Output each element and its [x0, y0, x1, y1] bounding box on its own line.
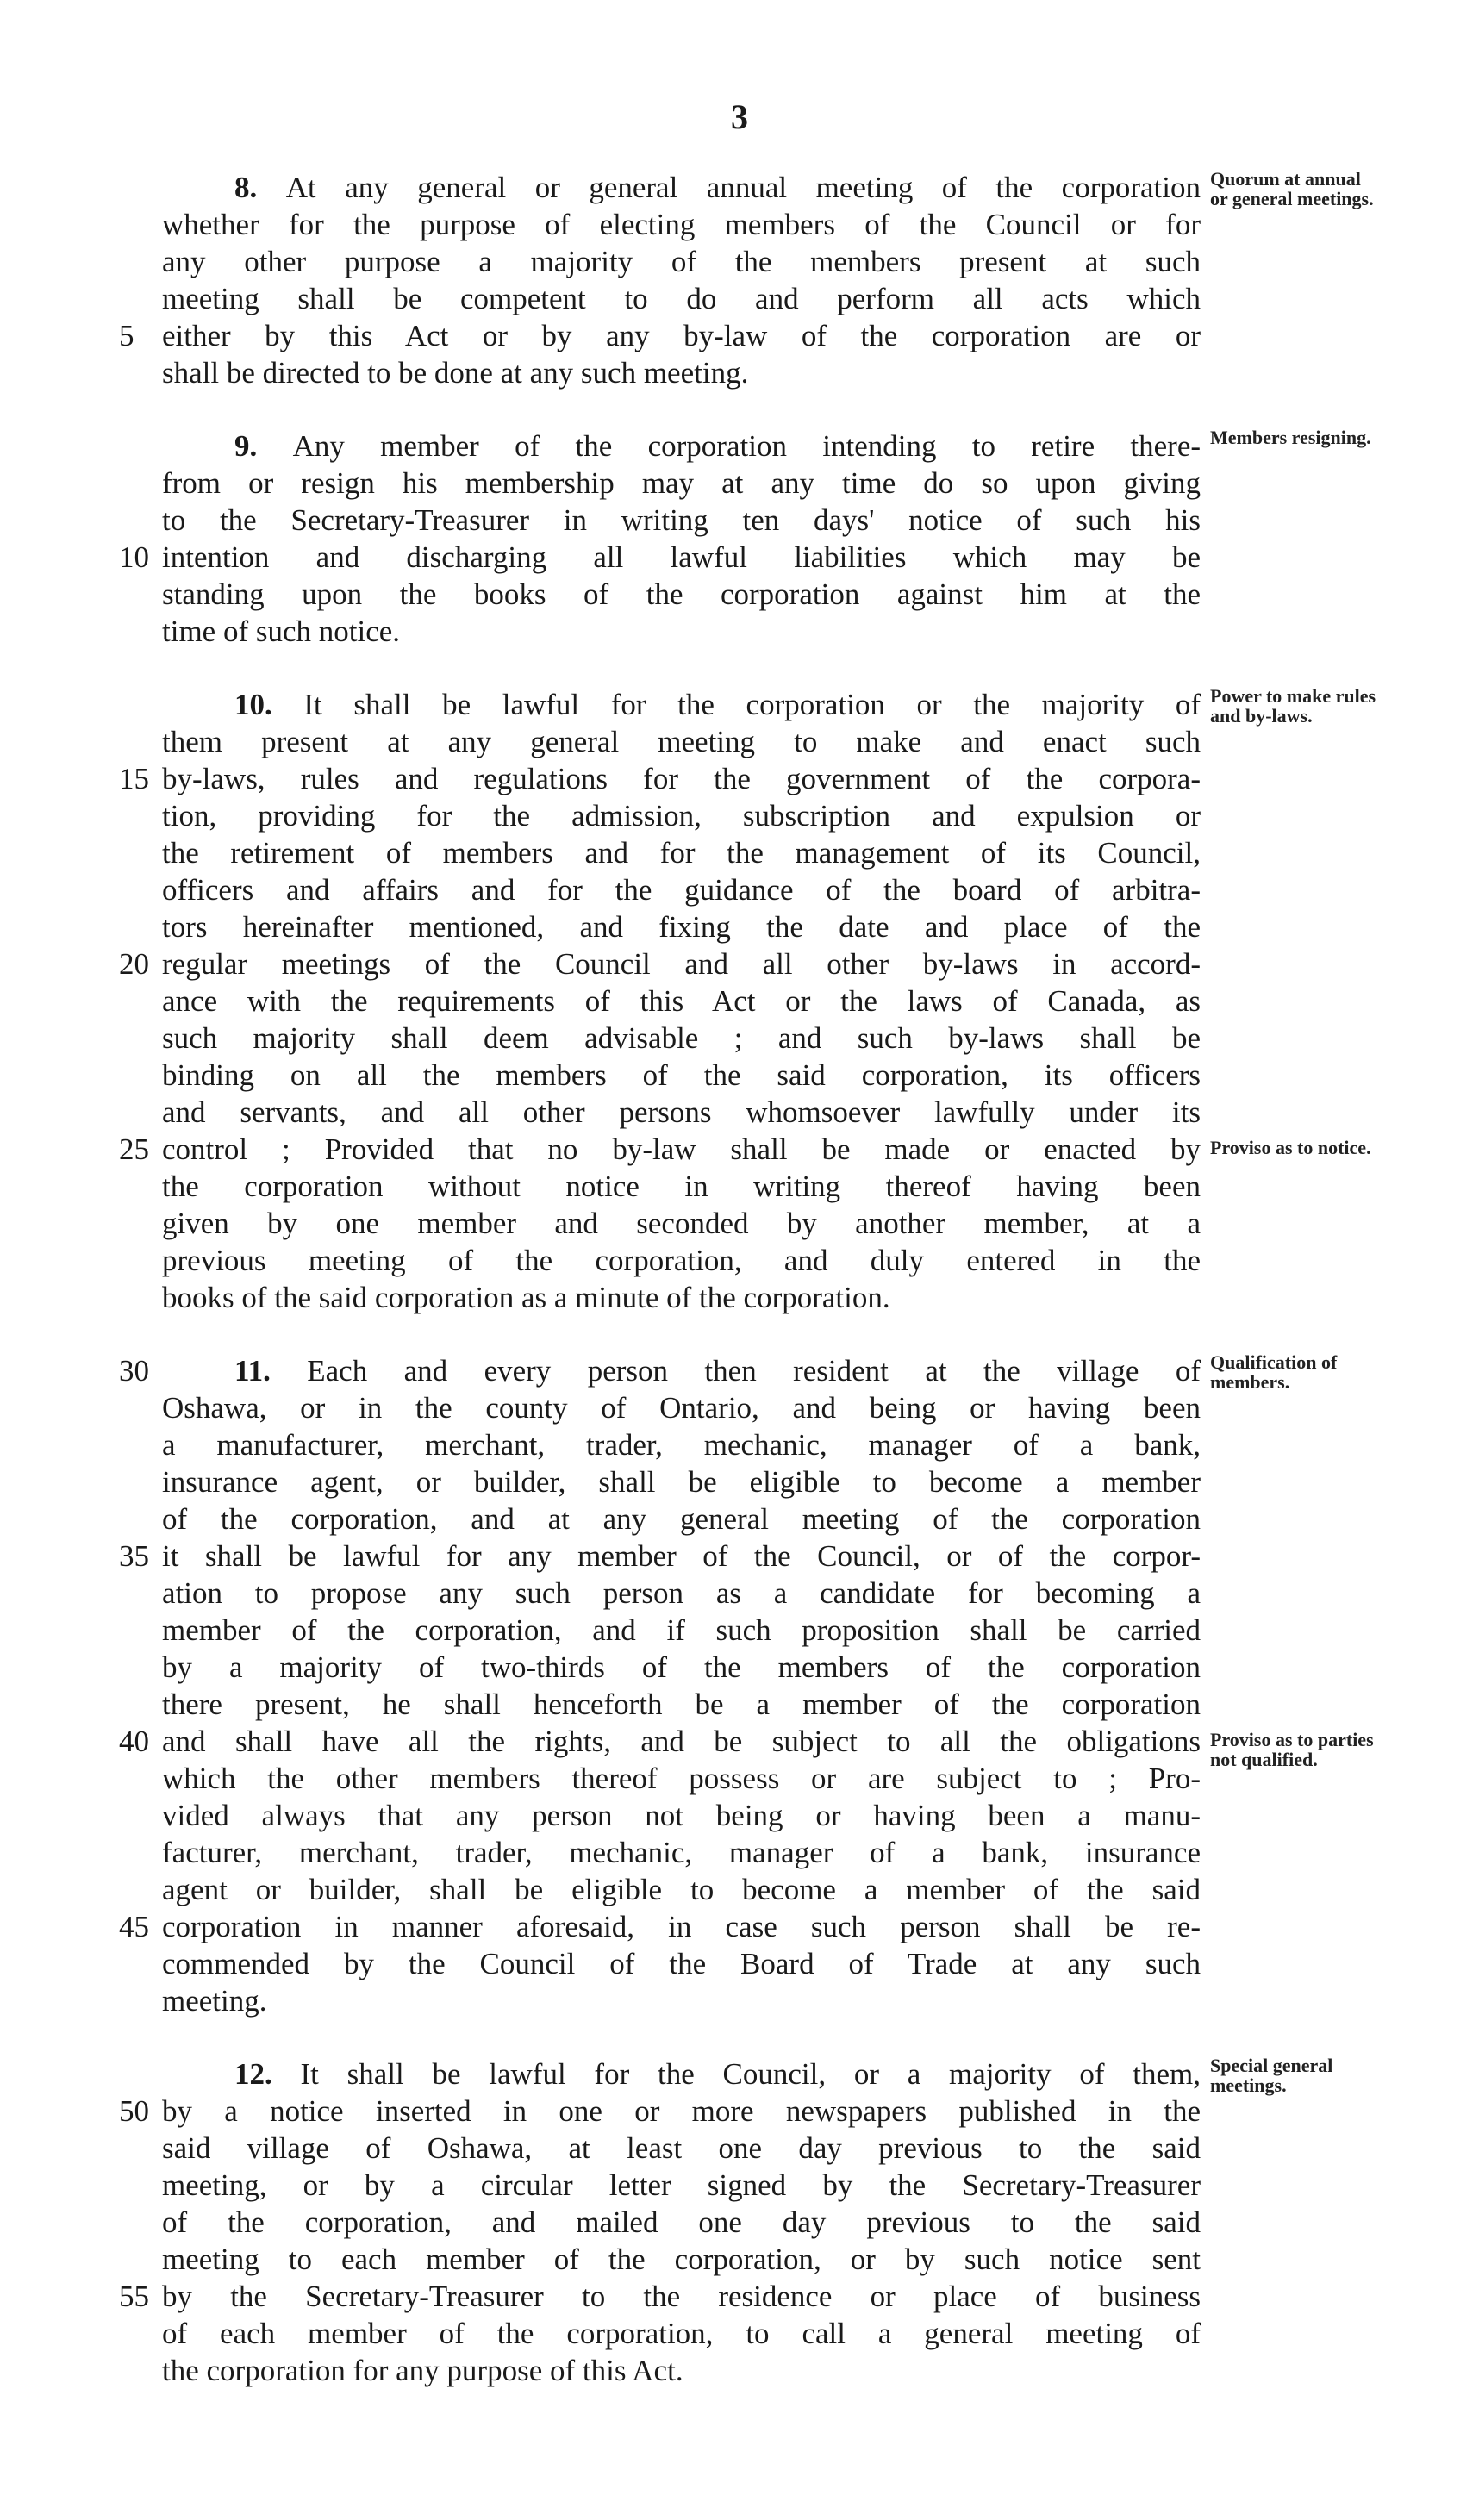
- line-text: it shall be lawful for any member of the Council, or of the corpor-: [162, 1539, 1201, 1573]
- text-line: [162, 1242, 1201, 1279]
- line-text: the corporation without notice in writing thereof having been: [162, 1170, 1201, 1203]
- text-line: [119, 1723, 1201, 1760]
- section-number: 8.: [234, 171, 286, 204]
- line-text: to the Secretary-Treasurer in writing ten days' notice of such his: [162, 503, 1201, 537]
- text-line: [162, 834, 1201, 871]
- text-line: [162, 206, 1201, 243]
- line-text: such majority shall deem advisable ; and such by-laws shall be: [162, 1021, 1201, 1055]
- text-line: [119, 1908, 1201, 1945]
- line-text: Each and every person then resident at the village of: [307, 1354, 1201, 1388]
- text-line: [119, 1352, 1201, 1389]
- line-text: shall be directed to be done at any such meeting.: [162, 356, 749, 390]
- text-line: [162, 1168, 1201, 1205]
- section-number: 11.: [234, 1354, 308, 1388]
- text-line: [162, 871, 1201, 908]
- line-text: said village of Oshawa, at least one day previous to the said: [162, 2131, 1201, 2165]
- text-line: [162, 2204, 1201, 2241]
- line-text: officers and affairs and for the guidance of the board of arbitra-: [162, 873, 1201, 907]
- line-text: insurance agent, or builder, shall be eligible to become a member: [162, 1465, 1201, 1499]
- marginal-note-proviso: Proviso as to parties not qualified.: [1210, 1729, 1374, 1770]
- text-line: [162, 1797, 1201, 1834]
- line-text: given by one member and seconded by another member, at a: [162, 1207, 1201, 1240]
- section-number: 12.: [234, 2057, 301, 2091]
- text-line: [162, 2352, 1201, 2389]
- text-line: [162, 2241, 1201, 2278]
- line-text: binding on all the members of the said corporation, its officers: [162, 1058, 1201, 1092]
- text-line: [162, 613, 1201, 650]
- section-number: 10.: [234, 688, 304, 721]
- line-number: 5: [119, 319, 134, 352]
- section-9: [119, 427, 1371, 650]
- line-text: by a notice inserted in one or more newspapers published in the: [162, 2094, 1201, 2128]
- text-line: [162, 502, 1201, 539]
- text-line: [162, 1094, 1201, 1131]
- line-text: meeting, or by a circular letter signed by the Secretary-Treasurer: [162, 2168, 1201, 2202]
- line-text: there present, he shall henceforth be a member of the corporation: [162, 1687, 1201, 1721]
- line-text: by a majority of two-thirds of the members of the corporation: [162, 1650, 1201, 1684]
- text-line: [162, 576, 1201, 613]
- text-line: [162, 1389, 1201, 1426]
- line-text: and servants, and all other persons whomsoever lawfully under its: [162, 1095, 1201, 1129]
- text-line: [162, 908, 1201, 945]
- text-line: [162, 723, 1201, 760]
- line-text: of each member of the corporation, to call a general meeting of: [162, 2317, 1201, 2350]
- marginal-note: Quorum at annual or general meetings.: [1210, 168, 1374, 209]
- marginal-note-proviso: Proviso as to notice.: [1210, 1137, 1371, 1158]
- line-text: meeting to each member of the corporation, or by such notice sent: [162, 2242, 1201, 2276]
- text-line: [162, 982, 1201, 1020]
- line-text: agent or builder, shall be eligible to become a member of the said: [162, 1873, 1201, 1906]
- line-text: ance with the requirements of this Act or the laws of Canada, as: [162, 984, 1201, 1018]
- text-line: [119, 1538, 1201, 1575]
- text-line: [119, 945, 1201, 982]
- marginal-note: Members resigning.: [1210, 427, 1371, 448]
- text-line: [162, 169, 1201, 206]
- line-text: It shall be lawful for the Council, or a majority of them,: [300, 2057, 1201, 2091]
- text-line: [162, 2055, 1201, 2093]
- text-line: [162, 1945, 1201, 1982]
- line-text: It shall be lawful for the corporation or the majority of: [303, 688, 1201, 721]
- line-text: whether for the purpose of electing members of the Council or for: [162, 208, 1201, 241]
- line-text: by-laws, rules and regulations for the government of the corpora-: [162, 762, 1201, 795]
- body-text: [119, 168, 1376, 2425]
- line-text: At any general or general annual meeting of the corporation: [285, 171, 1201, 204]
- marginal-note: Qualification of members.: [1210, 1351, 1338, 1393]
- line-text: facturer, merchant, trader, mechanic, manager of a bank, insurance: [162, 1836, 1201, 1869]
- section-10: [119, 685, 1376, 1316]
- line-text: meeting shall be competent to do and perform all acts which: [162, 282, 1201, 315]
- line-text: time of such notice.: [162, 614, 401, 648]
- text-line: [162, 1500, 1201, 1538]
- text-line: [162, 1982, 1201, 2019]
- line-number: 15: [119, 762, 149, 795]
- line-text: commended by the Council of the Board of Trade at any such: [162, 1947, 1201, 1980]
- text-line: [162, 1205, 1201, 1242]
- line-text: the retirement of members and for the management of its Council,: [162, 836, 1201, 870]
- marginal-note: Power to make rules and by-laws.: [1210, 685, 1376, 727]
- section-8: [119, 168, 1374, 391]
- line-text: tors hereinafter mentioned, and fixing the date and place of the: [162, 910, 1201, 944]
- line-text: vided always that any person not being or having been a manu-: [162, 1799, 1201, 1832]
- line-text: by the Secretary-Treasurer to the residence or place of business: [162, 2280, 1201, 2313]
- line-text: member of the corporation, and if such proposition shall be carried: [162, 1613, 1201, 1647]
- text-line: [162, 1057, 1201, 1094]
- text-line: [162, 1020, 1201, 1057]
- text-line: [119, 539, 1201, 576]
- line-text: of the corporation, and at any general meeting of the corporation: [162, 1502, 1201, 1536]
- text-line: [162, 465, 1201, 502]
- section-number: 9.: [234, 429, 293, 463]
- line-text: which the other members thereof possess or are subject to ; Pro-: [162, 1762, 1201, 1795]
- text-line: [162, 2167, 1201, 2204]
- line-text: previous meeting of the corporation, and duly entered in the: [162, 1244, 1201, 1277]
- text-line: [162, 280, 1201, 317]
- line-text: of the corporation, and mailed one day previous to the said: [162, 2205, 1201, 2239]
- text-line: [162, 1686, 1201, 1723]
- line-text: them present at any general meeting to make and enact such: [162, 725, 1201, 758]
- line-text: the corporation for any purpose of this Act.: [162, 2354, 683, 2387]
- line-text: any other purpose a majority of the members present at such: [162, 245, 1201, 278]
- line-text: meeting.: [162, 1984, 267, 2018]
- text-line: [119, 760, 1201, 797]
- line-text: Oshawa, or in the county of Ontario, and being or having been: [162, 1391, 1201, 1425]
- text-line: [162, 1649, 1201, 1686]
- text-line: [162, 354, 1201, 391]
- line-text: Any member of the corporation intending to retire there-: [292, 429, 1201, 463]
- line-number: 45: [119, 1910, 149, 1943]
- line-text: tion, providing for the admission, subscription and expulsion or: [162, 799, 1201, 833]
- line-number: 30: [119, 1354, 149, 1388]
- line-text: standing upon the books of the corporation against him at the: [162, 577, 1201, 611]
- section-11: [119, 1351, 1374, 2019]
- line-number: 25: [119, 1132, 149, 1166]
- line-number: 50: [119, 2094, 149, 2128]
- line-number: 35: [119, 1539, 149, 1573]
- line-number: 10: [119, 540, 149, 574]
- line-text: ation to propose any such person as a candidate for becoming a: [162, 1576, 1201, 1610]
- text-line: [162, 686, 1201, 723]
- line-text: control ; Provided that no by-law shall be made or enacted by: [162, 1132, 1201, 1166]
- line-text: corporation in manner aforesaid, in case such person shall be re-: [162, 1910, 1201, 1943]
- text-line: [162, 427, 1201, 465]
- line-number: 55: [119, 2280, 149, 2313]
- text-line: [162, 1871, 1201, 1908]
- section-12: [119, 2055, 1333, 2389]
- text-line: [162, 797, 1201, 834]
- text-line: [162, 1760, 1201, 1797]
- text-line: [162, 1426, 1201, 1463]
- line-text: and shall have all the rights, and be subject to all the obligations: [162, 1725, 1201, 1758]
- text-line: [119, 317, 1201, 354]
- text-line: [162, 1834, 1201, 1871]
- text-line: [162, 1612, 1201, 1649]
- text-line: [162, 1279, 1201, 1316]
- line-text: either by this Act or by any by-law of the corporation are or: [162, 319, 1201, 352]
- marginal-note: Special general meetings.: [1210, 2055, 1333, 2096]
- text-line: [162, 2315, 1201, 2352]
- line-number: 40: [119, 1725, 149, 1758]
- line-text: regular meetings of the Council and all other by-laws in accord-: [162, 947, 1201, 981]
- line-text: intention and discharging all lawful liabilities which may be: [162, 540, 1201, 574]
- line-text: books of the said corporation as a minute of the corporation.: [162, 1281, 890, 1314]
- line-text: a manufacturer, merchant, trader, mechanic, manager of a bank,: [162, 1428, 1201, 1462]
- line-number: 20: [119, 947, 149, 981]
- text-line: [162, 2130, 1201, 2167]
- text-line: [119, 1131, 1201, 1168]
- text-line: [162, 1463, 1201, 1500]
- text-line: [162, 243, 1201, 280]
- line-text: from or resign his membership may at any time do so upon giving: [162, 466, 1201, 500]
- text-line: [119, 2093, 1201, 2130]
- text-line: [119, 2278, 1201, 2315]
- text-line: [162, 1575, 1201, 1612]
- page-number: 3: [731, 97, 748, 136]
